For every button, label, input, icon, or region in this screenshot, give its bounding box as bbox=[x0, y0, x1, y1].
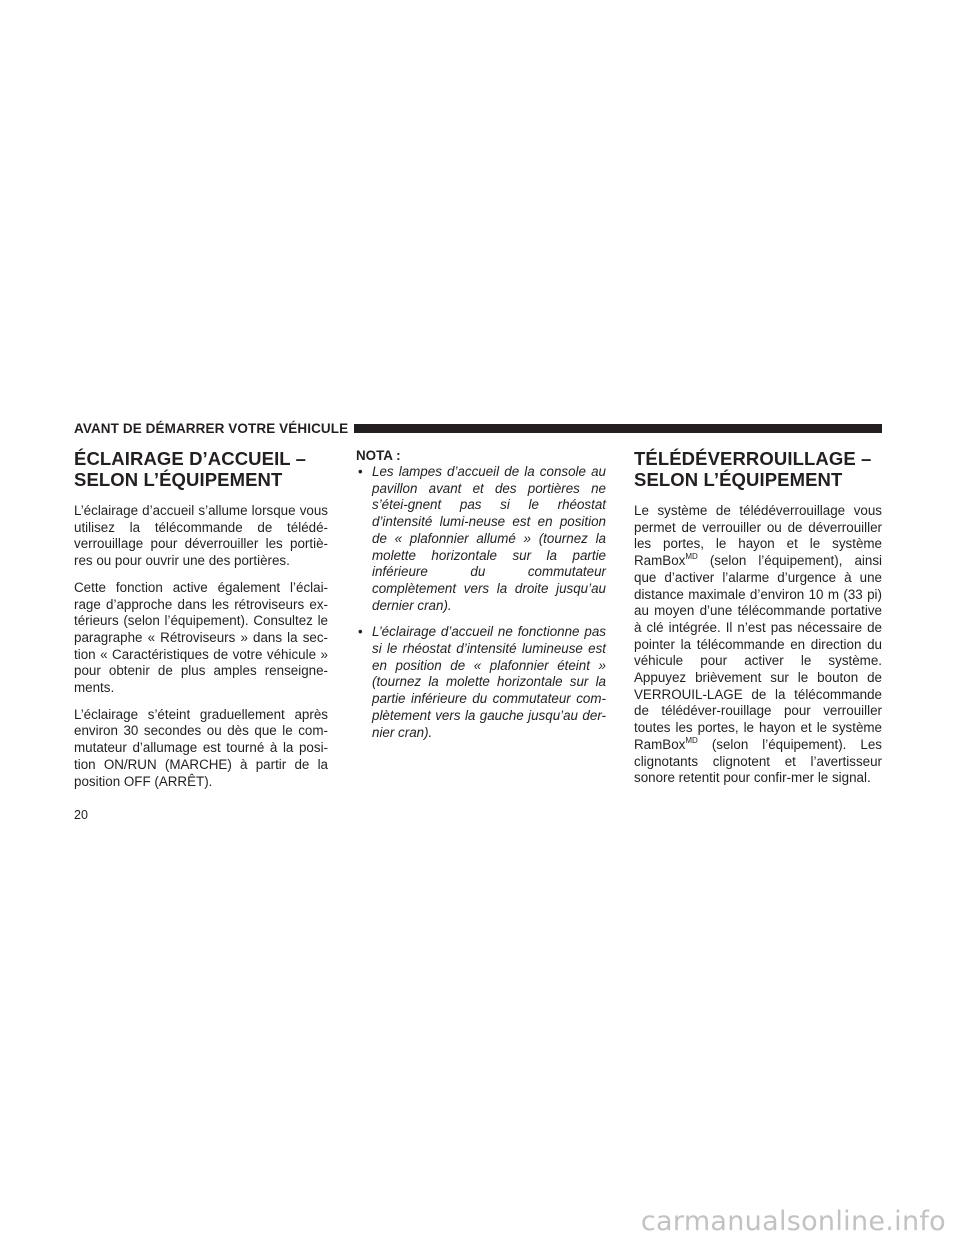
watermark: carmanualsonline.info bbox=[640, 1206, 946, 1237]
heading-line-2: SELON L’ÉQUIPEMENT bbox=[634, 469, 843, 490]
paragraph: Cette fonction active également l’éclai-rage d’approche dans les rétroviseurs ex-térieurs (selon l’équipement). Consultez le paragraphe « Rétroviseurs » dans la sec-tion « Caractéristiques de votre véhicule » pour obtenir de plus amples renseigne-ments. bbox=[74, 579, 328, 696]
heading-line-1: TÉLÉDÉVERROUILLAGE – bbox=[634, 448, 872, 469]
trademark-superscript: MD bbox=[685, 552, 698, 562]
section-heading-teledeverrouillage bbox=[634, 448, 882, 490]
heading-line-2: SELON L’ÉQUIPEMENT bbox=[74, 469, 283, 490]
nota-item-text: L’éclairage d’accueil ne fonctionne pas si le rhéostat d’intensité lumineuse est en position de « plafonnier éteint » (tournez la molette horizontale sur la partie inférieure du commutateur com-plètement vers la gauche jusqu’au der-nier cran). bbox=[372, 624, 606, 740]
paragraph bbox=[634, 503, 882, 787]
page-number: 20 bbox=[74, 808, 88, 822]
running-header bbox=[74, 417, 882, 439]
text-run: (selon l’équipement), ainsi que d’activer l’alarme d’urgence à une distance maximale d’environ 10 m (33 pi) au moyen d’une télécommande portative à clé intégrée. Il n’est pas nécessaire de pointer la télécommande en direction du véhicule pour activer le système. Appuyez brièvement sur le bouton de VERROUIL-LAGE de la télécommande de télédéver-rouillage pour verrouiller toutes les portes, le hayon et le système RamBox bbox=[634, 553, 882, 752]
column-eclairage bbox=[74, 448, 328, 800]
text-run: Le système de télédéverrouillage vous permet de verrouiller ou de déverrouiller les portes, le hayon et le système RamBox bbox=[634, 503, 882, 569]
nota-label: NOTA : bbox=[356, 448, 401, 463]
section-heading-eclairage bbox=[74, 448, 328, 490]
nota-item bbox=[356, 464, 606, 614]
text-run: (selon l’équipement). Les clignotants clignotent et l’avertisseur sonore retentit pour confir-mer le signal. bbox=[634, 736, 882, 786]
column-teledeverrouillage bbox=[634, 448, 882, 797]
column-nota bbox=[356, 448, 606, 751]
nota-item bbox=[356, 624, 606, 741]
nota-item-text: Les lampes d’accueil de la console au pavillon avant et des portières ne s’étei-gnent pas si le rhéostat d’intensité lumi-neuse est en position de « plafonnier allumé » (tournez la molette horizontale sur la partie inférieure du commutateur complètement vers la droite jusqu’au dernier cran). bbox=[372, 464, 606, 613]
bullet-icon: • bbox=[358, 464, 363, 479]
running-header-title: AVANT DE DÉMARRER VOTRE VÉHICULE bbox=[74, 421, 354, 436]
heading-line-1: ÉCLAIRAGE D’ACCUEIL – bbox=[74, 448, 307, 469]
nota-list bbox=[356, 464, 606, 741]
paragraph: L’éclairage s’éteint graduellement après environ 30 secondes ou dès que le com-mutateur d’allumage est tourné à la posi-tion ON/RUN (MARCHE) à partir de la position OFF (ARRÊT). bbox=[74, 706, 328, 789]
trademark-superscript: MD bbox=[685, 735, 698, 745]
paragraph: L’éclairage d’accueil s’allume lorsque vous utilisez la télécommande de télédé-verrouillage pour déverrouiller les portiè-res ou pour ouvrir une des portières. bbox=[74, 503, 328, 569]
bullet-icon: • bbox=[358, 624, 363, 640]
header-rule bbox=[354, 424, 882, 433]
